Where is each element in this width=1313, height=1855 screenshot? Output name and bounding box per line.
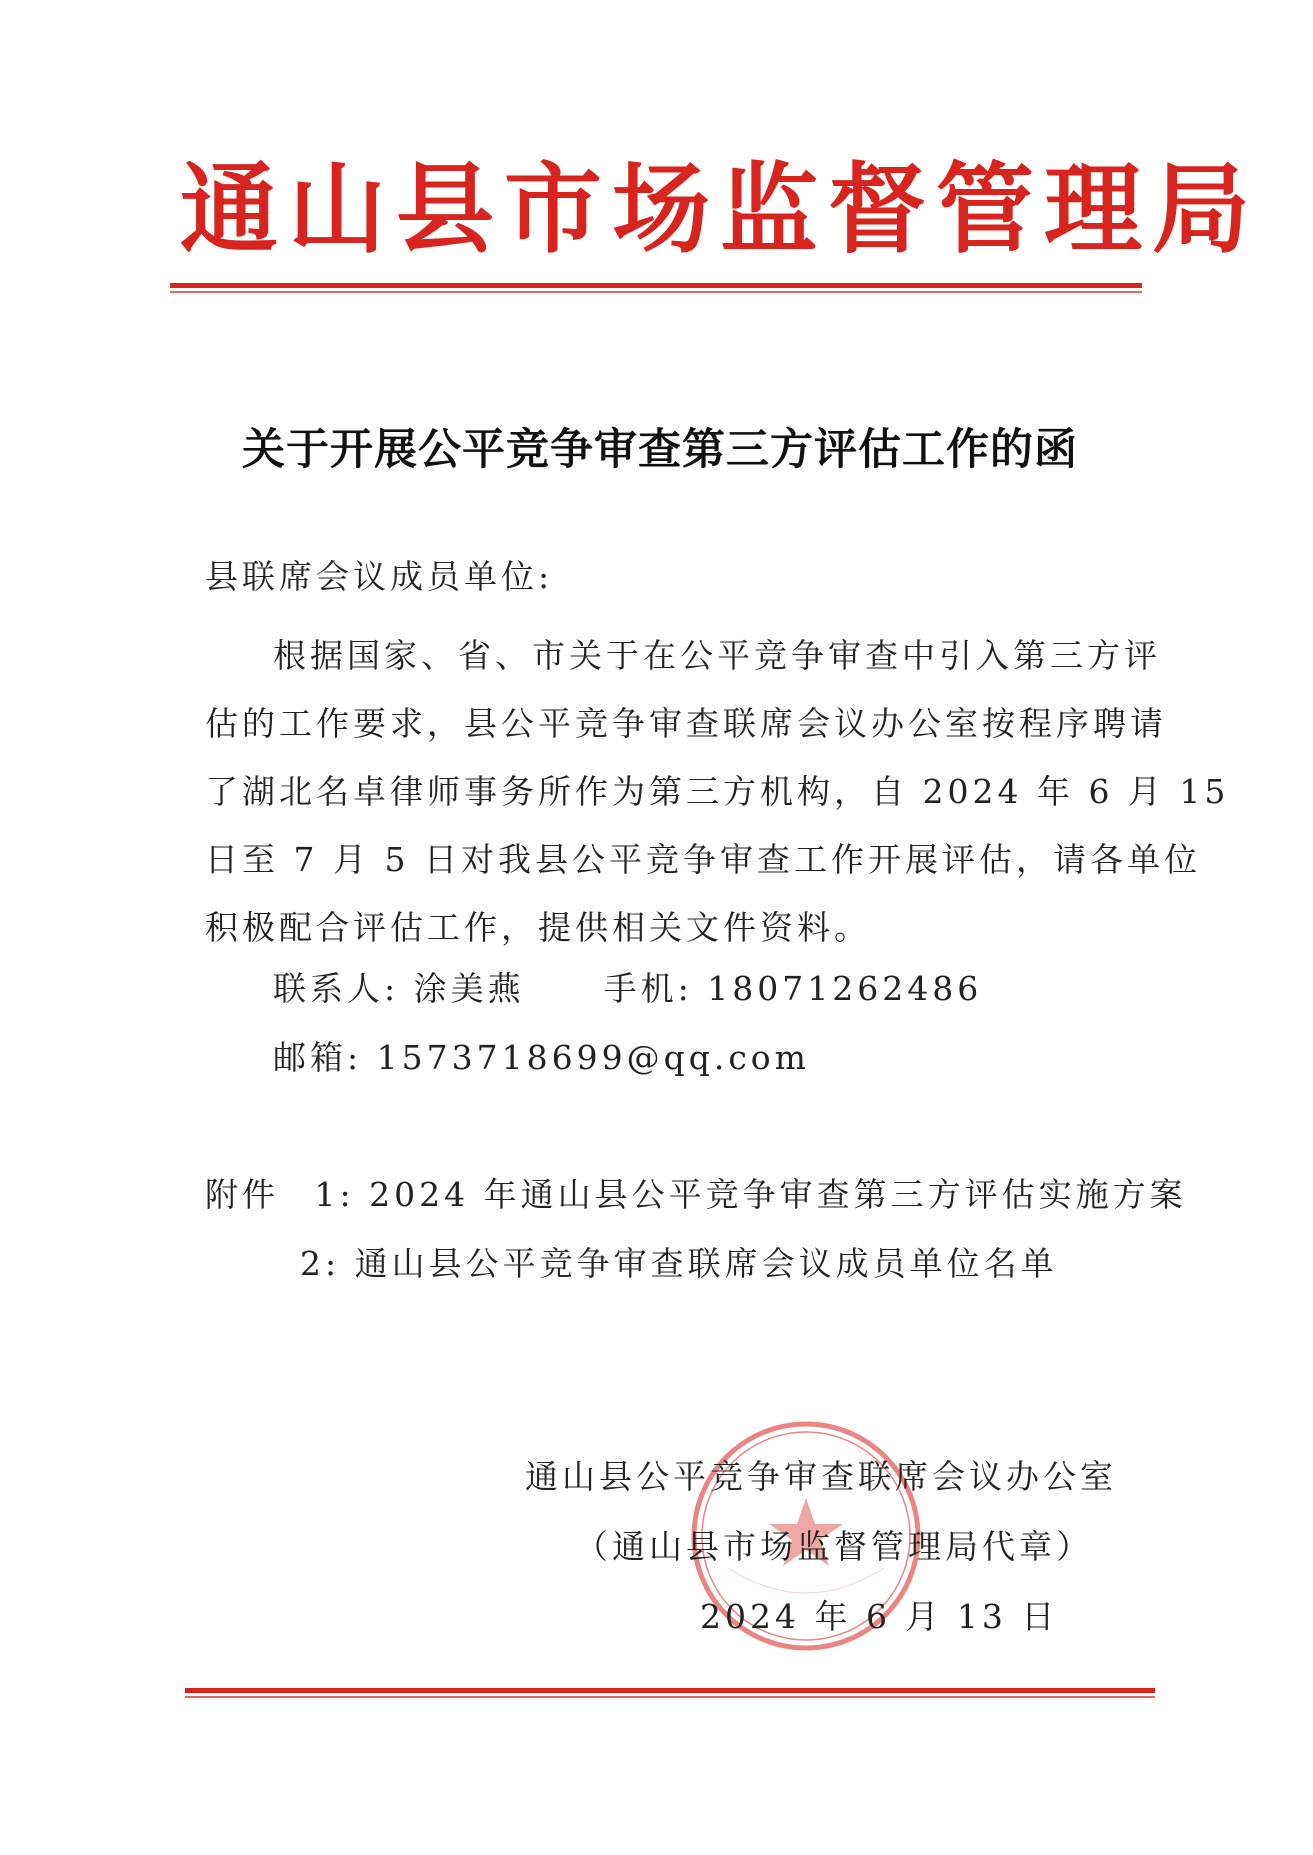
contact-row — [273, 967, 982, 1011]
contact-phone-label: 手机: — [603, 969, 693, 1008]
body-line: 日至 7 月 5 日对我县公平竞争审查工作开展评估，请各单位 — [205, 840, 1201, 879]
signature-date: 2024 年 6 月 13 日 — [700, 1597, 1059, 1636]
body-line: 积极配合评估工作，提供相关文件资料。 — [205, 908, 871, 947]
attachment-label: 附件 — [205, 1175, 279, 1214]
body-line: 估的工作要求，县公平竞争审查联席会议办公室按程序聘请 — [205, 704, 1167, 743]
email-label: 邮箱: — [273, 1038, 363, 1077]
letterhead-red-rule — [170, 283, 1142, 288]
letterhead-title: 通山县市场监督管理局 — [180, 153, 1261, 267]
body-line: 了湖北名卓律师事务所作为第三方机构，自 2024 年 6 月 15 — [205, 772, 1230, 811]
contact-person-label: 联系人: — [273, 969, 400, 1008]
email-row — [273, 1036, 810, 1080]
signature-agent: （通山县市场监督管理局代章） — [575, 1527, 1093, 1566]
attachment-row — [205, 1173, 1187, 1217]
contact-person-name: 涂美燕 — [413, 969, 525, 1008]
footer-red-rule — [185, 1688, 1155, 1693]
body-paragraph — [205, 622, 1230, 962]
document-title: 关于开展公平竞争审查第三方评估工作的函 — [242, 425, 1078, 475]
attachment-item: 2: 通山县公平竞争审查联席会议成员单位名单 — [300, 1244, 1058, 1283]
contact-phone: 18071262486 — [707, 969, 983, 1008]
attachment-item: 1: 2024 年通山县公平竞争审查第三方评估实施方案 — [314, 1175, 1187, 1214]
email-address: 1573718699@qq.com — [376, 1038, 810, 1077]
attachment-row — [300, 1242, 1058, 1286]
body-line: 根据国家、省、市关于在公平竞争审查中引入第三方评 — [273, 636, 1161, 675]
signature-organization: 通山县公平竞争审查联席会议办公室 — [525, 1457, 1117, 1496]
salutation: 县联席会议成员单位: — [205, 557, 554, 596]
